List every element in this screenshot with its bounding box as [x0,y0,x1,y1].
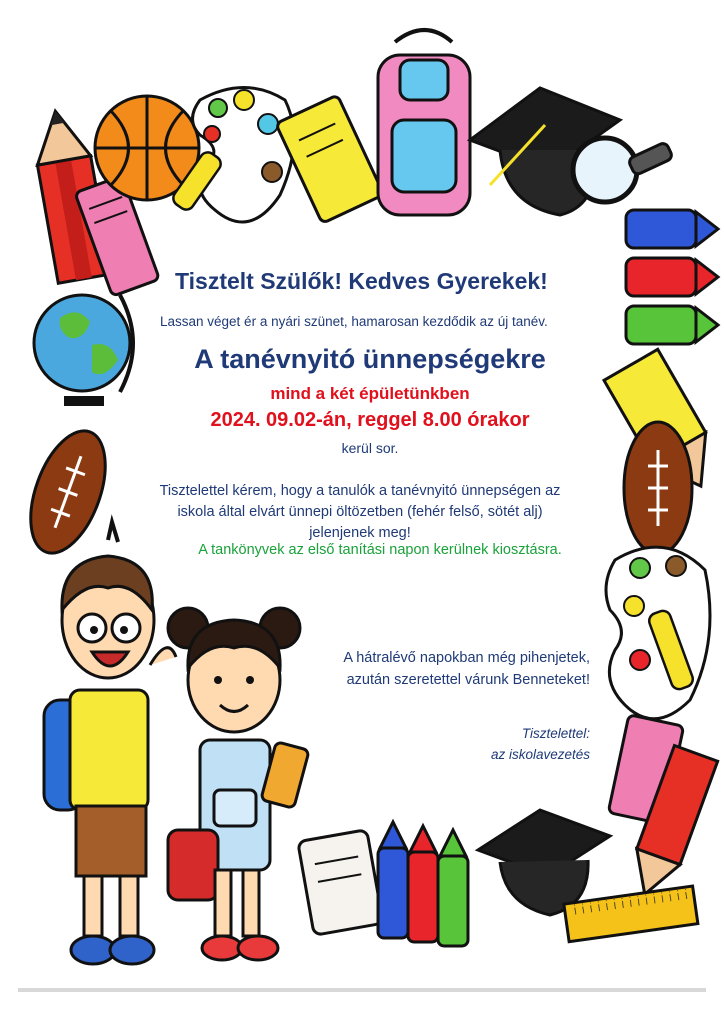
intro-text: Lassan véget ér a nyári szünet, hamarosan kezdődik az új tanév. [160,314,548,329]
book-icon [298,830,383,936]
football-icon [16,421,120,563]
ruler-icon [564,886,698,942]
greeting-heading: Tisztelt Szülők! Kedves Gyerekek! [175,268,548,294]
headline: A tanévnyitó ünnepségekre [194,344,546,374]
paint-palette-icon [606,547,710,719]
boy-illustration [44,522,176,964]
magnifier-icon [573,138,673,202]
football-icon [624,422,692,554]
closing-text: kerül sor. [341,440,399,456]
rest-line: A hátralévő napokban még pihenjetek, [343,650,590,666]
signature-line: az iskolavezetés [490,747,590,762]
globe-icon [34,295,133,406]
subline: mind a két épületünkben [270,384,470,403]
crayon-icon [378,822,468,946]
textbook-note: A tankönyvek az első tanítási napon kerülnek kiosztásra. [198,542,562,558]
signature-line: Tisztelettel: [521,726,590,741]
backpack-icon [378,30,470,215]
request-line: jelenjenek meg! [309,525,411,541]
request-line: Tisztelettel kérem, hogy a tanulók a tanévnyitó ünnepségen az [159,483,561,499]
event-datetime: 2024. 09.02-án, reggel 8.00 órakor [210,409,530,431]
request-line: iskola által elvárt ünnepi öltözetben (fehér felső, sötét alj) [177,504,543,520]
crayon-icon [626,210,718,344]
girl-illustration [168,608,309,960]
rest-line: azután szeretettel várunk Benneteket! [346,672,590,688]
